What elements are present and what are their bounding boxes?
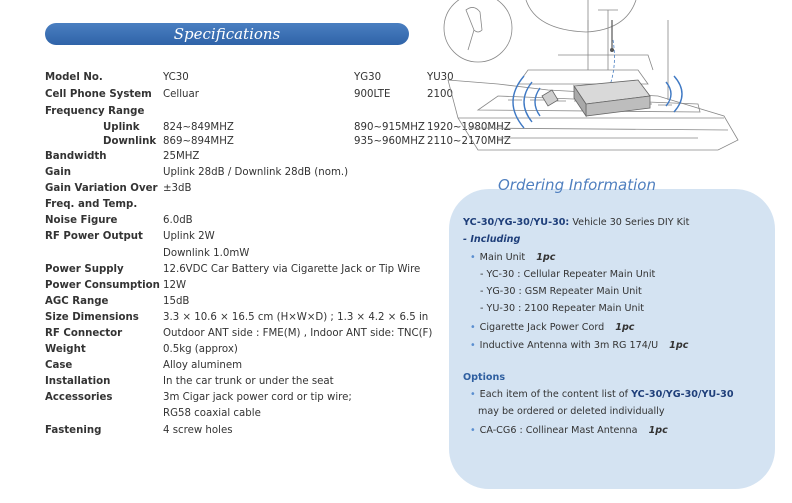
kit-name: Vehicle 30 Series DIY Kit <box>572 217 690 228</box>
spec-value: Uplink 28dB / Downlink 28dB (nom.) <box>163 167 349 178</box>
item-qty: 1pc <box>669 340 689 351</box>
downlink-yu: 2110~2170MHZ <box>427 136 511 147</box>
list-item <box>470 389 734 400</box>
bullet-icon: • <box>470 322 476 333</box>
list-item <box>470 340 688 351</box>
spec-value: 6.0dB <box>163 215 193 226</box>
bullet-icon: • <box>470 425 476 436</box>
spec-value: Outdoor ANT side : FME(M) , Indoor ANT side: TNC(F) <box>163 328 433 339</box>
list-item: - YC-30 : Cellular Repeater Main Unit <box>480 269 656 280</box>
uplink-yg: 890~915MHZ <box>354 122 425 133</box>
system-yc: Celluar <box>163 89 199 100</box>
spec-label: AGC Range <box>45 296 109 307</box>
spec-label: Power Consumption <box>45 280 160 291</box>
spec-value <box>163 136 511 147</box>
spec-label: RF Connector <box>45 328 123 339</box>
options-heading: Options <box>463 372 506 383</box>
uplink-yc: 824~849MHZ <box>163 122 234 133</box>
spec-label: Frequency Range <box>45 106 145 117</box>
spec-value: In the car trunk or under the seat <box>163 376 334 387</box>
spec-label: Installation <box>45 376 111 387</box>
item-label: Each item of the content list of <box>479 389 629 400</box>
spec-label: Size Dimensions <box>45 312 139 323</box>
list-item <box>470 252 555 263</box>
item-qty: 1pc <box>648 425 668 436</box>
spec-label: Power Supply <box>45 264 124 275</box>
spec-label: Gain <box>45 167 71 178</box>
spec-label: Uplink <box>103 122 140 133</box>
kit-models: YC-30/YG-30/YU-30: <box>463 217 570 228</box>
list-item: - YU-30 : 2100 Repeater Main Unit <box>480 303 645 314</box>
list-item: may be ordered or deleted individually <box>478 406 665 417</box>
spec-value: Downlink 1.0mW <box>163 248 250 259</box>
spec-value: 25MHZ <box>163 151 200 162</box>
spec-label: Freq. and Temp. <box>45 199 138 210</box>
spec-label: Case <box>45 360 73 371</box>
spec-label: Downlink <box>103 136 157 147</box>
spec-label: Fastening <box>45 425 102 436</box>
spec-value: 15dB <box>163 296 190 307</box>
item-label: CA-CG6 : Collinear Mast Antenna <box>479 425 638 436</box>
system-yu: 2100 <box>427 89 453 100</box>
item-label: Main Unit <box>479 252 526 263</box>
spec-label: Bandwidth <box>45 151 107 162</box>
item-qty: 1pc <box>536 252 556 263</box>
spec-label: RF Power Output <box>45 231 143 242</box>
specifications-banner: Specifications <box>45 23 409 45</box>
list-item: - YG-30 : GSM Repeater Main Unit <box>480 286 642 297</box>
yacht-illustration <box>438 0 792 160</box>
spec-value <box>163 89 453 100</box>
downlink-yc: 869~894MHZ <box>163 136 234 147</box>
downlink-yg: 935~960MHZ <box>354 136 425 147</box>
system-yg: 900LTE <box>354 89 391 100</box>
item-label: Cigarette Jack Power Cord <box>479 322 605 333</box>
spec-value: 4 screw holes <box>163 425 233 436</box>
phone-icon <box>542 90 558 106</box>
repeater-unit-icon <box>574 80 650 116</box>
spec-value: 12W <box>163 280 187 291</box>
list-item <box>470 322 635 333</box>
model-yu: YU30 <box>427 72 454 83</box>
spec-value <box>163 122 511 133</box>
spec-label: Weight <box>45 344 86 355</box>
uplink-yu: 1920~1980MHZ <box>427 122 511 133</box>
spec-label: Gain Variation Over <box>45 183 158 194</box>
option-models: YC-30/YG-30/YU-30 <box>631 389 734 400</box>
spec-value <box>163 72 454 83</box>
ordering-info-title: Ordering Information <box>498 176 656 194</box>
spec-value: RG58 coaxial cable <box>163 408 261 419</box>
spec-label: Noise Figure <box>45 215 118 226</box>
spec-label: Cell Phone System <box>45 89 152 100</box>
bullet-icon: • <box>470 340 476 351</box>
bullet-icon: • <box>470 252 476 263</box>
spec-label: Model No. <box>45 72 103 83</box>
item-label: Inductive Antenna with 3m RG 174/U <box>479 340 659 351</box>
list-item <box>470 425 668 436</box>
model-yc: YC30 <box>163 72 189 83</box>
item-qty: 1pc <box>615 322 635 333</box>
spec-value: 3.3 × 10.6 × 16.5 cm (H×W×D) ; 1.3 × 4.2 × 6.5 in <box>163 312 429 323</box>
including-label: - Including <box>463 234 521 245</box>
spec-value: Alloy aluminem <box>163 360 243 371</box>
spec-value: 12.6VDC Car Battery via Cigarette Jack or Tip Wire <box>163 264 421 275</box>
spec-label: Accessories <box>45 392 113 403</box>
spec-value: ±3dB <box>163 183 192 194</box>
spec-value: 3m Cigar jack power cord or tip wire; <box>163 392 352 403</box>
kit-line <box>463 217 689 228</box>
model-yg: YG30 <box>354 72 382 83</box>
spec-value: Uplink 2W <box>163 231 215 242</box>
bullet-icon: • <box>470 389 476 400</box>
spec-value: 0.5kg (approx) <box>163 344 238 355</box>
